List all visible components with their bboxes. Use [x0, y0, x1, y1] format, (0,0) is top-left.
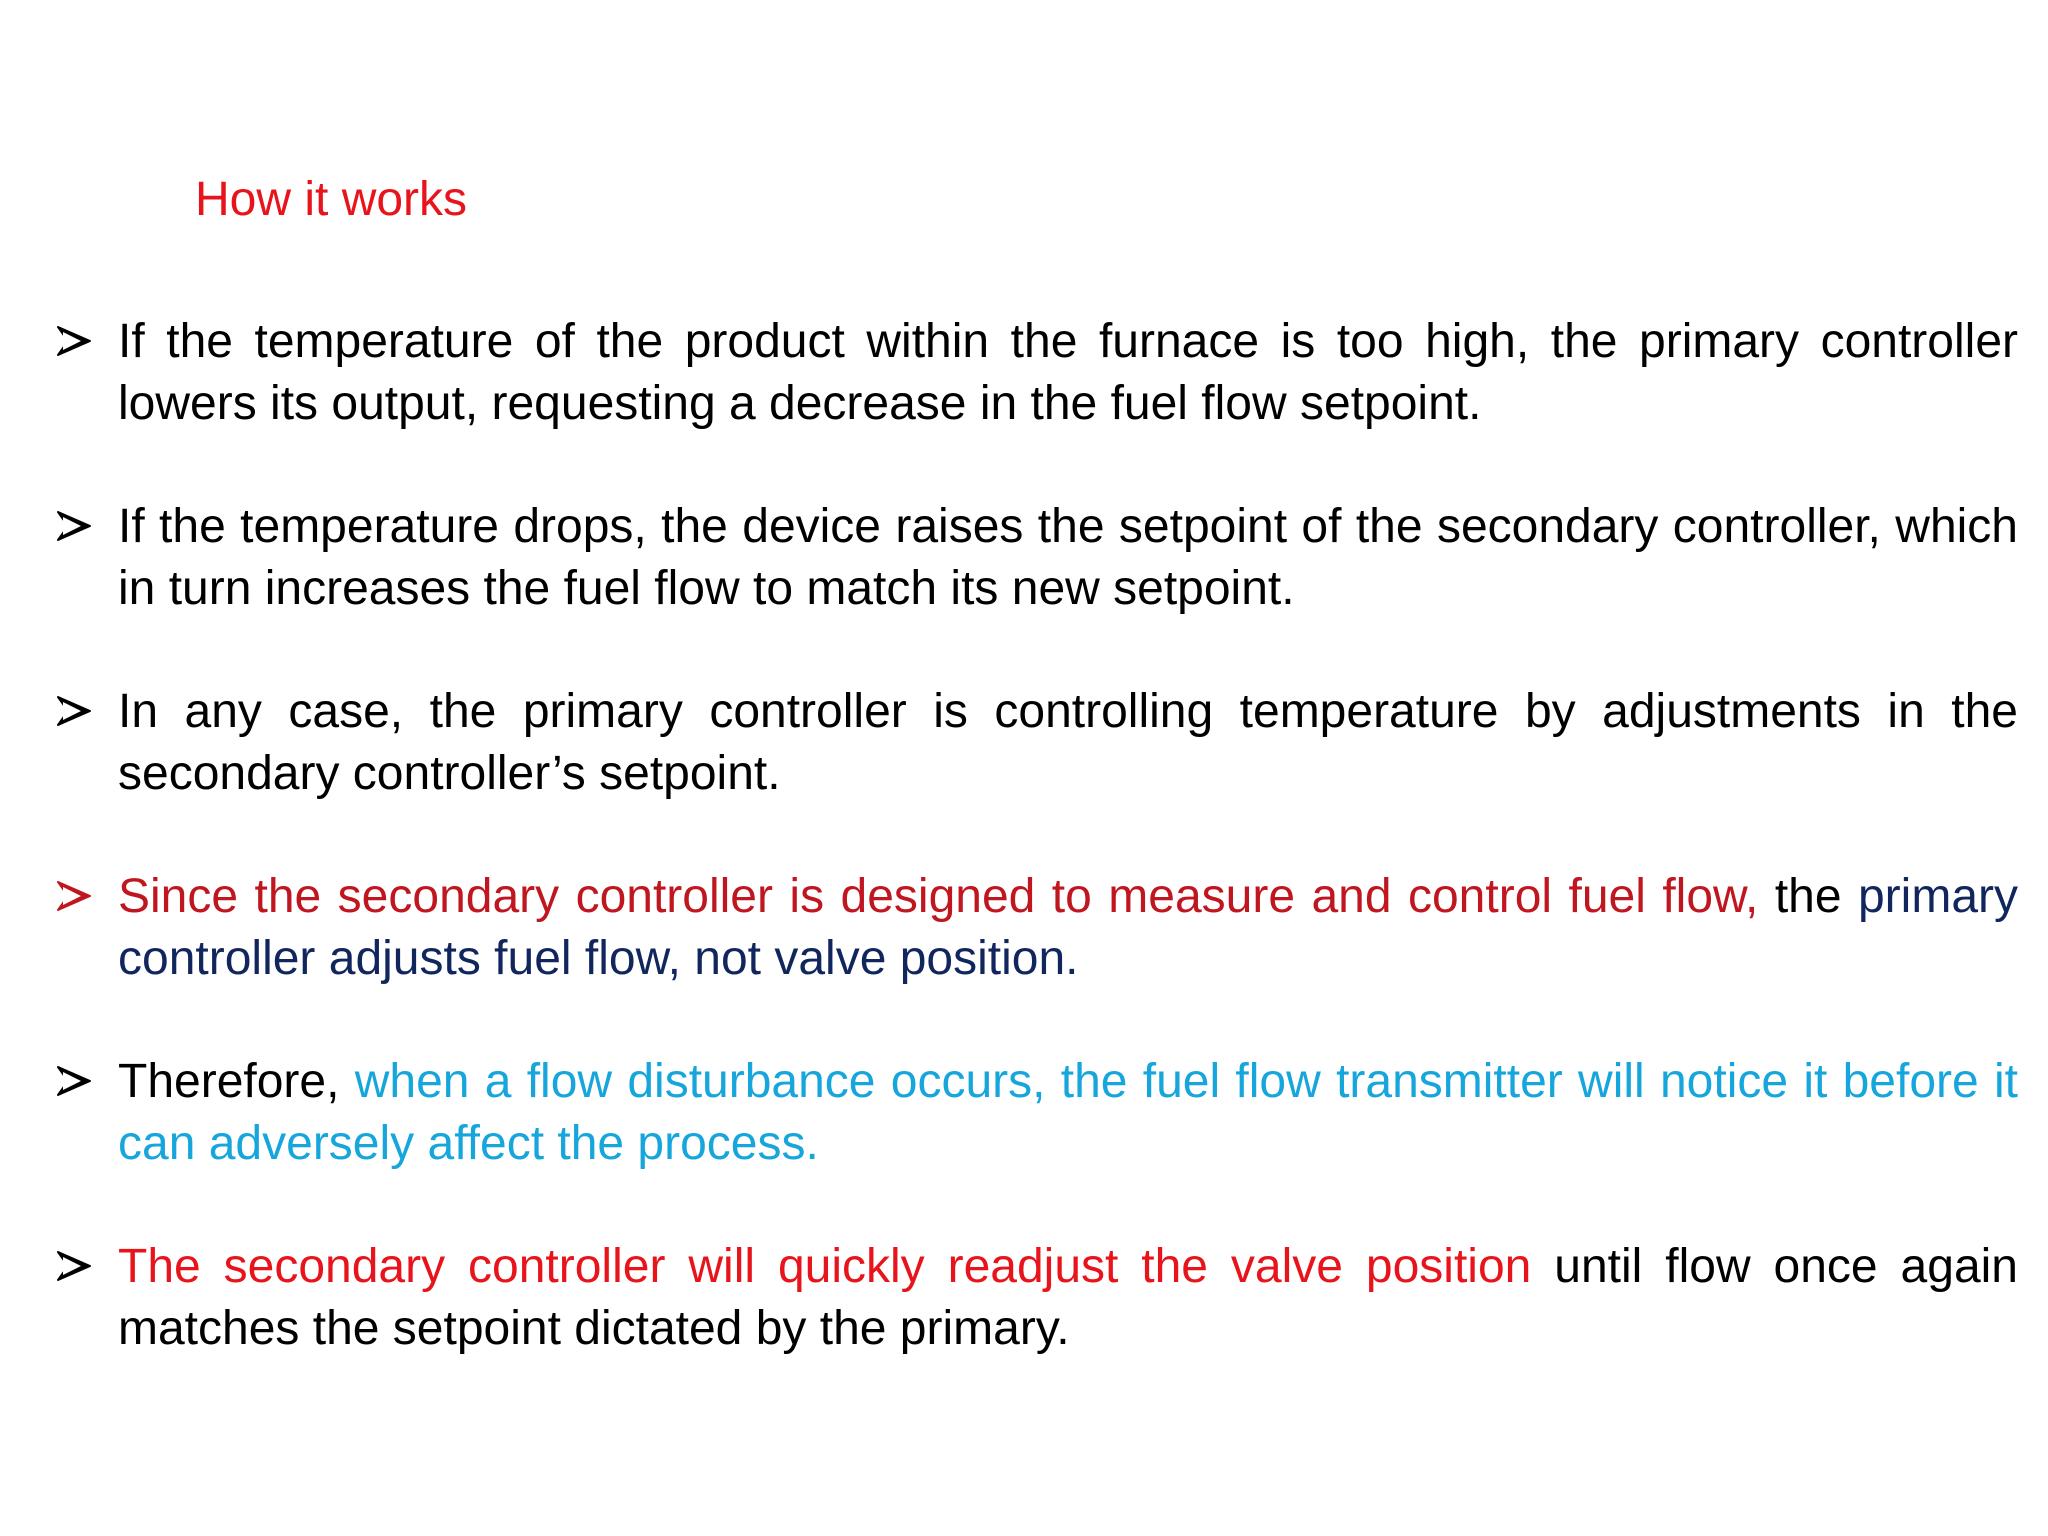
- arrow-bullet-icon: [56, 693, 92, 729]
- arrow-bullet-icon: [56, 1063, 92, 1099]
- bullet-segment: The secondary controller will quickly readjust the valve position: [118, 1240, 1532, 1293]
- bullet-item: [0, 1051, 2048, 1181]
- bullet-text: [118, 1051, 2018, 1175]
- bullet-text: [118, 681, 2018, 805]
- bullet-text: [118, 1236, 2018, 1360]
- bullet-item: [0, 496, 2048, 626]
- bullet-text: [118, 311, 2018, 435]
- bullet-segment: primary controller adjusts fuel flow, not valve position.: [118, 870, 2018, 985]
- bullet-item: [0, 1236, 2048, 1366]
- bullet-item: [0, 866, 2048, 996]
- arrow-bullet-icon: [56, 508, 92, 544]
- arrow-bullet-icon: [56, 323, 92, 359]
- bullet-segment: If the temperature of the product within the furnace is too high, the primary controller lowers its output, requesting a decrease in the fuel flow setpoint.: [118, 315, 2018, 430]
- bullet-text: [118, 496, 2018, 620]
- slide-title: How it works: [195, 173, 468, 226]
- bullet-item: [0, 311, 2048, 441]
- bullet-item: [0, 681, 2048, 811]
- bullet-segment: when a flow disturbance occurs, the fuel flow transmitter will notice it before it can adversely affect the process.: [118, 1055, 2018, 1170]
- bullet-segment: Since the secondary controller is designed to measure and control fuel flow,: [118, 870, 1759, 923]
- bullet-segment: Therefore,: [118, 1055, 355, 1108]
- bullet-segment: until flow once again matches the setpoint dictated by the primary.: [118, 1240, 2019, 1355]
- bullet-segment: the: [1758, 870, 1858, 923]
- bullet-segment: In any case, the primary controller is controlling temperature by adjustments in the secondary controller’s setpoint.: [118, 685, 2018, 800]
- bullet-text: [118, 866, 2018, 990]
- arrow-bullet-icon: [56, 1248, 92, 1284]
- bullet-segment: If the temperature drops, the device raises the setpoint of the secondary controller, which in turn increases the fuel flow to match its new setpoint.: [118, 500, 2018, 615]
- arrow-bullet-icon: [56, 878, 92, 914]
